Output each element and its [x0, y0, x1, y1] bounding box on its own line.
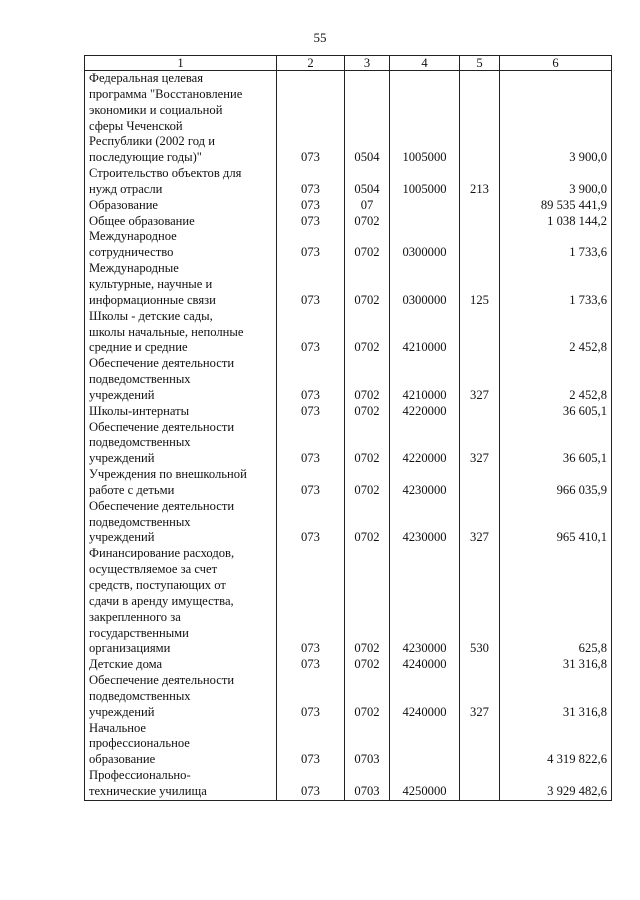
column-header: 1 — [85, 56, 277, 71]
table-row — [85, 166, 612, 198]
expense-type-code — [460, 768, 500, 800]
amount: 2 452,8 — [500, 309, 612, 357]
table-row — [85, 261, 612, 309]
table-row — [85, 198, 612, 214]
expense-type-code — [460, 198, 500, 214]
target-article-code: 4230000 — [390, 467, 460, 499]
amount: 4 319 822,6 — [500, 721, 612, 769]
table-row — [85, 499, 612, 547]
table-row — [85, 309, 612, 357]
row-name: Международные культурные, научные и информационные связи — [85, 261, 277, 309]
amount: 966 035,9 — [500, 467, 612, 499]
row-name: Начальное профессиональное образование — [85, 721, 277, 769]
target-article-code: 4220000 — [390, 420, 460, 468]
department-code: 073 — [277, 229, 345, 261]
row-name: Обеспечение деятельности подведомственных учреждений — [85, 420, 277, 468]
department-code: 073 — [277, 309, 345, 357]
target-article-code: 4250000 — [390, 768, 460, 800]
column-header: 5 — [460, 56, 500, 71]
row-name: Федеральная целевая программа "Восстановление экономики и социальной сферы Чеченской Республики (2002 год и последующие годы)" — [85, 71, 277, 167]
target-article-code — [390, 198, 460, 214]
department-code: 073 — [277, 673, 345, 721]
row-name: Обеспечение деятельности подведомственных учреждений — [85, 673, 277, 721]
department-code: 073 — [277, 214, 345, 230]
target-article-code: 4220000 — [390, 404, 460, 420]
department-code: 073 — [277, 499, 345, 547]
section-code: 0702 — [345, 309, 390, 357]
target-article-code: 4240000 — [390, 673, 460, 721]
row-name: Финансирование расходов, осуществляемое за счет средств, поступающих от сдачи в аренду имущества, закрепленного за государственными организациями — [85, 546, 277, 657]
amount: 2 452,8 — [500, 356, 612, 404]
expense-type-code — [460, 214, 500, 230]
table-row — [85, 546, 612, 657]
amount: 1 733,6 — [500, 261, 612, 309]
department-code: 073 — [277, 404, 345, 420]
department-code: 073 — [277, 721, 345, 769]
table-row — [85, 657, 612, 673]
section-code: 0702 — [345, 261, 390, 309]
department-code: 073 — [277, 546, 345, 657]
amount: 36 605,1 — [500, 404, 612, 420]
expense-type-code — [460, 71, 500, 167]
section-code: 0702 — [345, 229, 390, 261]
section-code: 0702 — [345, 404, 390, 420]
budget-table-body — [85, 56, 612, 801]
amount: 3 900,0 — [500, 71, 612, 167]
amount: 3 929 482,6 — [500, 768, 612, 800]
section-code: 07 — [345, 198, 390, 214]
row-name: Школы-интернаты — [85, 404, 277, 420]
section-code: 0703 — [345, 768, 390, 800]
column-header: 2 — [277, 56, 345, 71]
table-row — [85, 768, 612, 800]
row-name: Школы - детские сады, школы начальные, неполные средние и средние — [85, 309, 277, 357]
target-article-code: 0300000 — [390, 229, 460, 261]
amount: 1 733,6 — [500, 229, 612, 261]
target-article-code — [390, 214, 460, 230]
expense-type-code — [460, 404, 500, 420]
section-code: 0504 — [345, 71, 390, 167]
expense-type-code — [460, 229, 500, 261]
amount: 625,8 — [500, 546, 612, 657]
target-article-code: 1005000 — [390, 166, 460, 198]
row-name: Международное сотрудничество — [85, 229, 277, 261]
table-row — [85, 404, 612, 420]
expense-type-code — [460, 309, 500, 357]
row-name: Учреждения по внешкольной работе с детьми — [85, 467, 277, 499]
department-code: 073 — [277, 198, 345, 214]
department-code: 073 — [277, 768, 345, 800]
section-code: 0702 — [345, 499, 390, 547]
target-article-code: 4210000 — [390, 356, 460, 404]
section-code: 0504 — [345, 166, 390, 198]
amount: 1 038 144,2 — [500, 214, 612, 230]
column-header: 4 — [390, 56, 460, 71]
target-article-code: 4230000 — [390, 499, 460, 547]
target-article-code: 4240000 — [390, 657, 460, 673]
row-name: Детские дома — [85, 657, 277, 673]
section-code: 0702 — [345, 546, 390, 657]
column-header: 6 — [500, 56, 612, 71]
section-code: 0702 — [345, 214, 390, 230]
section-code: 0702 — [345, 467, 390, 499]
amount: 31 316,8 — [500, 657, 612, 673]
amount: 89 535 441,9 — [500, 198, 612, 214]
department-code: 073 — [277, 71, 345, 167]
target-article-code: 4230000 — [390, 546, 460, 657]
table-row — [85, 229, 612, 261]
expense-type-code: 327 — [460, 673, 500, 721]
expense-type-code — [460, 467, 500, 499]
table-row — [85, 420, 612, 468]
amount: 965 410,1 — [500, 499, 612, 547]
row-name: Обеспечение деятельности подведомственных учреждений — [85, 356, 277, 404]
target-article-code: 0300000 — [390, 261, 460, 309]
row-name: Профессионально- технические училища — [85, 768, 277, 800]
department-code: 073 — [277, 261, 345, 309]
expense-type-code — [460, 721, 500, 769]
target-article-code: 4210000 — [390, 309, 460, 357]
department-code: 073 — [277, 166, 345, 198]
target-article-code: 1005000 — [390, 71, 460, 167]
expense-type-code: 327 — [460, 420, 500, 468]
department-code: 073 — [277, 420, 345, 468]
section-code: 0702 — [345, 657, 390, 673]
section-code: 0702 — [345, 673, 390, 721]
expense-type-code: 327 — [460, 499, 500, 547]
table-row — [85, 71, 612, 167]
department-code: 073 — [277, 467, 345, 499]
expense-type-code: 530 — [460, 546, 500, 657]
section-code: 0702 — [345, 356, 390, 404]
expense-type-code: 327 — [460, 356, 500, 404]
expense-type-code — [460, 657, 500, 673]
target-article-code — [390, 721, 460, 769]
amount: 36 605,1 — [500, 420, 612, 468]
table-row — [85, 214, 612, 230]
section-code: 0702 — [345, 420, 390, 468]
expense-type-code: 213 — [460, 166, 500, 198]
table-row — [85, 721, 612, 769]
section-code: 0703 — [345, 721, 390, 769]
row-name: Строительство объектов для нужд отрасли — [85, 166, 277, 198]
department-code: 073 — [277, 657, 345, 673]
amount: 3 900,0 — [500, 166, 612, 198]
amount: 31 316,8 — [500, 673, 612, 721]
expense-type-code: 125 — [460, 261, 500, 309]
department-code: 073 — [277, 356, 345, 404]
table-header-row — [85, 56, 612, 71]
table-row — [85, 673, 612, 721]
page-number: 55 — [313, 30, 327, 45]
row-name: Обеспечение деятельности подведомственных учреждений — [85, 499, 277, 547]
row-name: Образование — [85, 198, 277, 214]
column-header: 3 — [345, 56, 390, 71]
table-row — [85, 467, 612, 499]
table-row — [85, 356, 612, 404]
budget-table — [84, 55, 612, 801]
row-name: Общее образование — [85, 214, 277, 230]
